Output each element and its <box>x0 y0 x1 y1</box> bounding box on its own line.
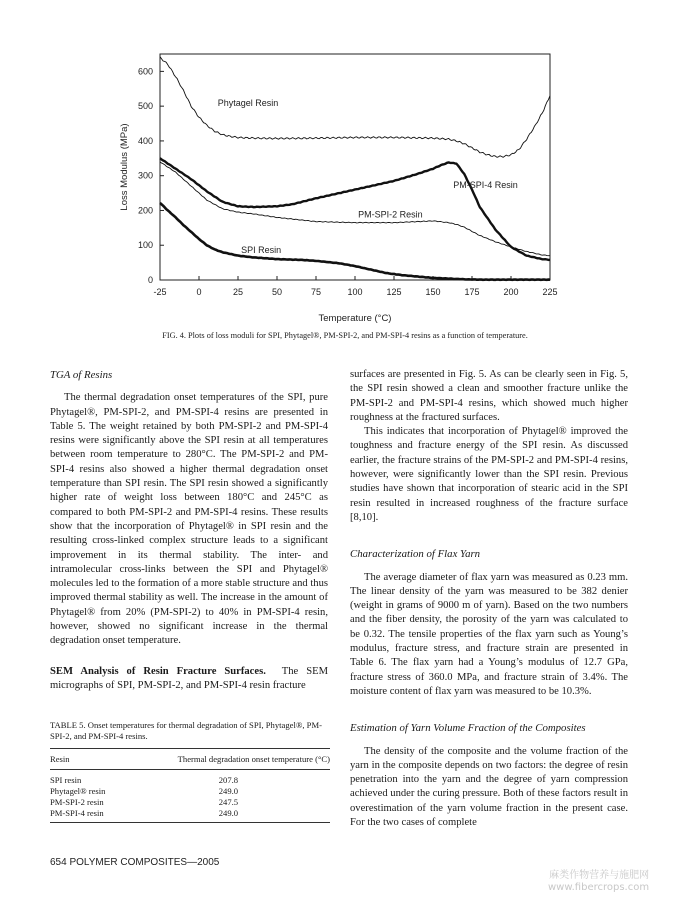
section-heading-volume: Estimation of Yarn Volume Fraction of the Composites <box>350 722 586 735</box>
chart-labels <box>218 98 518 255</box>
chart-svg <box>110 44 570 329</box>
x-tick-label: 200 <box>503 287 519 297</box>
y-tick-label: 400 <box>137 135 153 146</box>
paragraph-volume: The density of the composite and the volume fraction of the yarn in the composite depends on two factors: the degree of resin penetration into the yarn and the degree of yarn compression achieved under the curing pressure. Both of these factors result in overestimation of the yarn volume fraction in the present case. For the two cases of complete <box>350 745 628 829</box>
x-tick-label: 75 <box>310 287 322 297</box>
x-axis-label: Temperature (°C) <box>318 313 392 324</box>
figure-caption: FIG. 4. Plots of loss moduli for SPI, Phytagel®, PM-SPI-2, and PM-SPI-4 resins as a function of temperature. <box>162 331 528 340</box>
table-cell-resin: PM-SPI-4 resin <box>50 808 125 823</box>
table-5 <box>50 720 330 823</box>
series-line-spi-resin <box>160 203 550 280</box>
plot-frame <box>160 54 550 280</box>
x-tick-label: -25 <box>153 287 167 297</box>
watermark-line-2: www.fibercrops.com <box>548 882 650 893</box>
section-heading-tga: TGA of Resins <box>50 369 113 381</box>
x-tick-label: 25 <box>232 287 244 297</box>
series-label: Phytagel Resin <box>217 98 279 109</box>
x-tick-label: 225 <box>542 287 558 297</box>
series-line-pm-spi-4-resin <box>160 158 550 260</box>
table-caption: TABLE 5. Onset temperatures for thermal degradation of SPI, Phytagel®, PM-SPI-2, and PM-SPI-4 resins. <box>50 720 322 741</box>
paragraph-sem <box>50 665 328 694</box>
y-tick-label: 0 <box>147 275 153 285</box>
table-cell-resin: SPI resin <box>50 775 82 785</box>
y-tick-label: 100 <box>137 240 153 251</box>
chart-lines <box>160 57 550 280</box>
page-footer: 654 POLYMER COMPOSITES—2005 <box>50 857 220 868</box>
paragraph-sem-text: The SEM micrographs of SPI, PM-SPI-2, and PM-SPI-4 resin fracture <box>50 665 328 691</box>
table-cell-value: 247.5 <box>218 797 239 807</box>
y-tick-label: 200 <box>137 205 153 216</box>
table-row <box>50 786 330 797</box>
section-heading-sem: SEM Analysis of Resin Fracture Surfaces. <box>50 665 266 677</box>
x-tick-label: 50 <box>271 287 283 297</box>
y-tick-label: 600 <box>137 66 153 77</box>
series-label: PM-SPI-4 Resin <box>453 179 518 190</box>
series-line-pm-spi-2-resin <box>160 162 550 256</box>
table-row <box>50 770 330 787</box>
paragraph-flax: The average diameter of flax yarn was measured as 0.23 mm. The linear density of the yarn was measured to be 382 denier (weight in grams of 9000 m of yarn). Based on the two numbers and the fiber density, the porosity of the yarn was calculated to be 0.32. The tensile properties of the flax yarn such as Young’s modulus, fracture stress, and fracture strain are presented in Table 6. The flax yarn had a Young’s modulus of 12.7 GPa, fracture stress of 360.0 MPa, and fracture strain of 3.4%. The moisture content of flax yarn was measured to be 10.3%. <box>350 571 628 697</box>
series-label: SPI Resin <box>241 244 282 255</box>
x-tick-label: 125 <box>386 287 402 297</box>
table-row <box>50 808 330 823</box>
paragraph-toughness: This indicates that incorporation of Phytagel® improved the toughness and fracture energy of the SPI resin. As discussed earlier, the fracture strains of the PM-SPI-2 and PM-SPI-4 resins, however, were significantly lower than the SPI resin. Previous studies have shown that incorporation of stearic acid in the SPI resin resulted in increased roughness of the fracture surface [8,10]. <box>350 426 628 523</box>
table-cell-value: 249.0 <box>125 808 330 823</box>
paragraph-sem-cont: surfaces are presented in Fig. 5. As can be clearly seen in Fig. 5, the SPI resin showed a clean and smoother fracture unlike the PM-SPI-2 and PM-SPI-4 resins, which showed much higher roughness at the fractured surfaces. <box>350 369 628 423</box>
watermark-line-1: 麻类作物营养与施肥网 <box>549 870 650 881</box>
section-heading-flax: Characterization of Flax Yarn <box>350 548 481 561</box>
paragraph-tga: The thermal degradation onset temperatures of the SPI, pure Phytagel®, PM-SPI-2, and PM-SPI-4 resins are presented in Table 5. The weight retained by both PM-SPI-2 and PM-SPI-4 resins were significantly above the SPI resin at all temperatures between room temperature to 280°C. The PM-SPI-2 and PM-SPI-4 resins also showed a higher thermal degradation onset temperature than SPI resin. The SPI resin showed a significantly higher rate of weight loss between 180°C and 245°C as compared to both PM-SPI-2 and PM-SPI-4 resins. These results show that the incorporation of Phytagel® in SPI resin and the resulting cross-linked complex structure leads to a significant improvement in its thermal stability. The inter- and intramolecular cross-links between the SPI and Phytagel® molecules led to the formation of a more stable structure and thus improved thermal stability as well. The increase in the amount of Phytagel® from 20% (PM-SPI-2) to 40% in PM-SPI-4 resin, however, showed no significant increase in the thermal degradation onset temperature. <box>50 392 329 647</box>
watermark <box>548 870 649 894</box>
x-tick-label: 0 <box>196 287 202 297</box>
loss-modulus-chart <box>110 44 570 329</box>
y-axis-label: Loss Modulus (MPa) <box>119 123 130 211</box>
left-column <box>50 368 328 693</box>
x-tick-label: 150 <box>425 287 441 297</box>
y-tick-label: 300 <box>137 170 153 181</box>
table-row <box>50 797 330 808</box>
table-cell-value: 207.8 <box>218 775 239 785</box>
x-tick-label: 175 <box>464 287 480 297</box>
table-header-temp: Thermal degradation onset temperature (°C) <box>125 749 330 770</box>
series-label: PM-SPI-2 Resin <box>358 209 423 220</box>
table-header-resin: Resin <box>50 749 125 770</box>
y-tick-label: 500 <box>137 101 153 112</box>
table-5-grid <box>50 748 330 823</box>
right-column <box>350 368 628 830</box>
table-cell-resin: Phytagel® resin <box>50 786 106 796</box>
table-cell-value: 249.0 <box>218 786 239 796</box>
table-cell-resin: PM-SPI-2 resin <box>50 797 104 807</box>
x-tick-label: 100 <box>347 287 363 297</box>
